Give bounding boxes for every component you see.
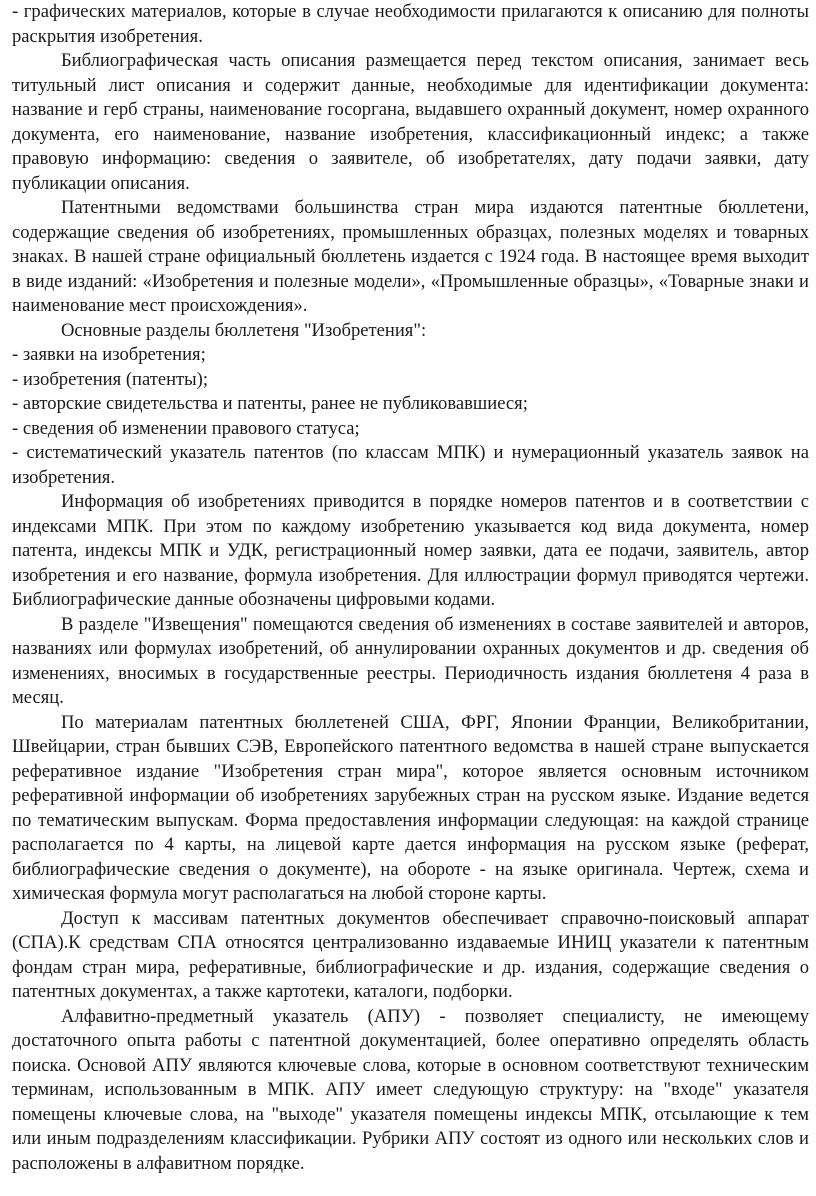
paragraph-notices-section: В разделе "Извещения" помещаются сведения об изменениях в составе заявителей и авторов, названиях или формулах изобретений, об аннулировании охранных документов и др. сведения об изменениях, вносимых в государственные реестры. Периодичность издания бюллетеня 4 раза в месяц. [12, 613, 809, 708]
paragraph-alphabetic-index: Алфавитно-предметный указатель (АПУ) - позволяет специалисту, не имеющему достаточного опыта работы с патентной документацией, более оперативно определять область поиска. Основой АПУ являются ключевые слова, которые в основном соответствуют техническим терминам, использованным в МПК. АПУ имеет следующую структуру: на "входе" указателя помещены ключевые слова, на "выходе" указателя помещены индексы МПК, отсылающие к тем или иным подразделениям классификации. Рубрики АПУ состоят из одного или нескольких слов и расположены в алфавитном порядке. [12, 1005, 809, 1174]
paragraph-bibliographic-part: Библиографическая часть описания размещается перед текстом описания, занимает весь титульный лист описания и содержит данные, необходимые для идентификации документа: название и герб страны, наименование госоргана, выдавшего охранный документ, номер охранного документа, его наименование, название изобретения, классификационный индекс; а также правовую информацию: сведения о заявителе, об изобретателях, дату подачи заявки, дату публикации описания. [12, 50, 809, 194]
paragraph-bulletin-sections-heading: Основные разделы бюллетеня "Изобретения": [61, 319, 427, 341]
paragraph-search-apparatus: Доступ к массивам патентных документов обеспечивает справочно-поисковый аппарат (СПА).К средствам СПА относятся централизованно издаваемые ИНИЦ указатели к патентным фондам стран мира, реферативные, библиографические и др. издания, содержащие сведения о патентных документах, а также картотеки, каталоги, подборки. [12, 907, 809, 1002]
paragraph-invention-info: Информация об изобретениях приводится в порядке номеров патентов и в соответствии с индексами МПК. При этом по каждому изобретению указывается код вида документа, номер патента, индексы МПК и УДК, регистрационный номер заявки, дата ее подачи, заявитель, автор изобретения и его название, формула изобретения. Для иллюстрации формул приводятся чертежи. Библиографические данные обозначены цифровыми кодами. [12, 491, 809, 610]
list-item: - изобретения (патенты); [12, 368, 209, 390]
paragraph-continuation: - графических материалов, которые в случае необходимости прилагаются к описанию для полноты раскрытия изобретения. [12, 1, 809, 47]
list-item: - систематический указатель патентов (по классам МПК) и нумерационный указатель заявок на изобретения. [12, 442, 809, 488]
list-item: - сведения об изменении правового статуса; [12, 417, 360, 439]
list-item: - заявки на изобретения; [12, 344, 206, 365]
paragraph-abstract-edition: По материалам патентных бюллетеней США, ФРГ, Японии Франции, Великобритании, Швейцарии, стран бывших СЭВ, Европейского патентного ведомства в нашей стране выпускается реферативное издание "Изобретения стран мира", которое является основным источником реферативной информации об изобретениях зарубежных стран на русском языке. Издание ведется по тематическим выпускам. Форма предоставления информации следующая: на каждой странице располагается по 4 карты, на лицевой карте дается информация на русском языке (реферат, библиографические сведения о документе), на обороте - на языке оригинала. Чертеж, схема и химическая формула могут располагаться на любой стороне карты. [12, 711, 809, 904]
list-item: - авторские свидетельства и патенты, ранее не публиковавшиеся; [12, 393, 528, 414]
paragraph-patent-bulletins: Патентными ведомствами большинства стран мира издаются патентные бюллетени, содержащие сведения об изобретениях, промышленных образцах, полезных моделях и товарных знаках. В нашей стране официальный бюллетень издается с 1924 года. В настоящее время выходит в виде изданий: «Изобретения и полезные модели», «Промышленные образцы», «Товарные знаки и наименование мест происхождения». [12, 197, 809, 316]
